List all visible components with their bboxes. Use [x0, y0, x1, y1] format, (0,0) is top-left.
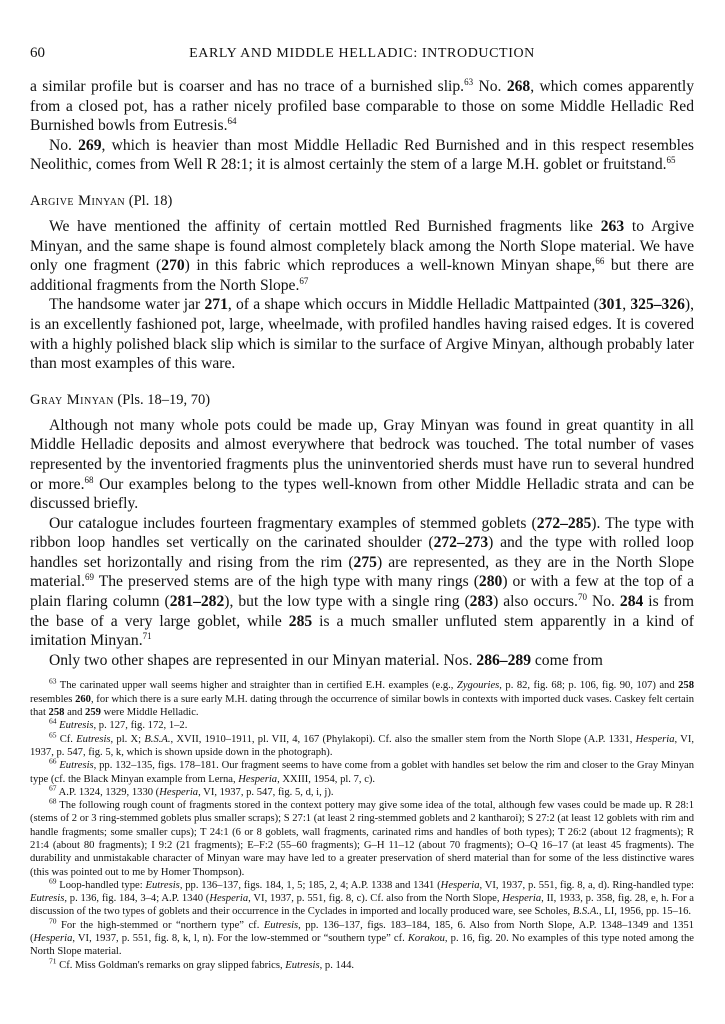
footnote-68: $^{68}$ The following rough count of fragments stored in the context pottery may give some idea of the total, although few vases could be made up. R 28:1 (stems of 2 or 3 ring-stemmed goblets plus smaller scraps); S 27:1 (at least 2 ring-stemmed goblets and 2 kantharoi); S 27:2 (at least 12 goblets with rim and handle fragments; some smaller cups); T 24:1 (6 or 8 goblets, wall fragments, carinated rims and handles of both types); T 26:2 (about 12 fragments); R 21:4 (about 80 fragments); I 9:2 (21 fragments); E–F:2 (55–60 fragments); G–H 11–12 (about 70 fragments); O–Q 16–17 (at least 45 fragments). The durability and unmistakable character of Minyan ware may have led to a greater preservation of sherd material than for some of the less distinctive wares (this was pointed out to me by Homer Thompson). [30, 796, 694, 878]
paragraph: Only two other shapes are represented in our Minyan material. Nos. 286–289 come from [49, 651, 603, 669]
page-number: 60 [30, 45, 45, 61]
section-heading-plates: (Pl. 18) [125, 192, 173, 209]
footnote-69: $^{69}$ Loop-handled type: Eutresis, pp. 136–137, figs. 184, 1, 5; 185, 2, 4; A.P. 1338 and 1341 (Hesperia, VI, 1937, p. 551, fig. 8, a, d). Ring-handled type: Eutresis, p. 136, fig. 184, 3–4; A.P. 1340 (Hesperia, VI, 1937, p. 551, fig. 8, c). Cf. also from the North Slope, Hesperia, II, 1933, p. 358, fig. 28, e, h. For a discussion of the two types of goblets and their occurrence in the Cyclades in imported and locally produced ware, see Scholes, B.S.A., LI, 1956, pp. 15–16. [30, 876, 695, 918]
body-text [30, 77, 694, 670]
footnotes [30, 676, 695, 972]
footnote-70: $^{70}$ For the high-stemmed or “northern type” cf. Eutresis, pp. 136–137, figs. 183–184, 185, 6. Also from North Slope, A.P. 1348–1349 and 1351 (Hesperia, VI, 1937, p. 551, fig. 8, k, l, n). For the low-stemmed or “southern type” cf. Korakou, p. 16, fig. 20. No examples of this type noted among the North Slope material. [30, 916, 694, 958]
footnote-63: $^{63}$ The carinated upper wall seems higher and straighter than in certified E.H. examples (e.g., Zygouries, p. 82, fig. 68; p. 106, fig. 90, 107) and 258 resembles 260, for which there is a sure early M.H. dating through the occurrence of similar bowls in contexts with imported duck vases. Caskey felt certain that 258 and 259 were Middle Helladic. [30, 676, 694, 719]
paragraph: No. 269, which is heavier than most Middle Helladic Red Burnished and in this respect resembles Neolithic, comes from Well R 28:1; it is almost certainly the stem of a large M.H. goblet or fruitstand.$^{65}$ [30, 136, 695, 174]
footnote-67: $^{67}$ A.P. 1324, 1329, 1330 (Hesperia, VI, 1937, p. 547, fig. 5, d, i, j). [49, 783, 334, 798]
section-heading-argive-minyan [30, 191, 694, 211]
paragraph: The handsome water jar 271, of a shape which occurs in Middle Helladic Mattpainted (301, 325–326), is an excellently fashioned pot, large, wheelmade, with profiled handles having raised edges. It is covered with a highly polished black slip which is similar to the surface of Argive Minyan, although probably later than most examples of this ware. [30, 296, 695, 373]
footnote-65: $^{65}$ Cf. Eutresis, pl. X; B.S.A., XVII, 1910–1911, pl. VII, 4, 167 (Phylakopi). Cf. also the smaller stem from the North Slope (A.P. 1331, Hesperia, VI, 1937, p. 547, fig. 5, k, which is shown upside down in the photograph). [30, 730, 695, 758]
running-title: EARLY AND MIDDLE HELLADIC: INTRODUCTION [189, 46, 535, 61]
page [30, 45, 694, 972]
section-heading-label: Gray Minyan [30, 391, 114, 408]
section-heading-gray-minyan [30, 390, 694, 410]
paragraph: Although not many whole pots could be made up, Gray Minyan was found in great quantity in all Middle Helladic deposits and almost everywhere that bedrock was touched. The total number of vases represented by the inventoried fragments plus the uninventoried sherds must have run to several hundred or more.$^{68}$ Our examples belong to the types well-known from other Middle Helladic strata and can be discussed briefly. [30, 416, 695, 513]
footnote-71: $^{71}$ Cf. Miss Goldman's remarks on gray slipped fabrics, Eutresis, p. 144. [49, 956, 355, 971]
paragraph: Our catalogue includes fourteen fragmentary examples of stemmed goblets (272–285). The type with ribbon loop handles set vertically on the carinated shoulder (272–273) and the type with rolled loop handles set horizontally and rising from the rim (275) are represented, as they are in the North Slope material.$^{69}$ The preserved stems are of the high type with many rings (280) or with a few at the top of a plain flaring column (281–282), but the low type with a single ring (283) also occurs.$^{70}$ No. 284 is from the base of a very large goblet, while 285 is a much smaller unfluted stem apparently in a kind of imitation Minyan.$^{71}$ [30, 514, 694, 650]
running-head [30, 45, 694, 67]
footnote-66: $^{66}$ Eutresis, pp. 132–135, figs. 178–181. Our fragment seems to have come from a goblet with handles set below the rim and closer to the Gray Minyan type (cf. the Black Minyan example from Lerna, Hesperia, XXIII, 1954, pl. 7, c). [30, 756, 694, 785]
section-heading-label: Argive Minyan [30, 192, 126, 209]
section-heading-plates: (Pls. 18–19, 70) [113, 391, 211, 408]
paragraph: We have mentioned the affinity of certain mottled Red Burnished fragments like 263 to Argive Minyan, and the same shape is found almost completely black among the North Slope material. We have only one fragment (270) in this fabric which reproduces a well-known Minyan shape,$^{66}$ but there are additional fragments from the North Slope.$^{67}$ [30, 217, 694, 294]
paragraph: a similar profile but is coarser and has no trace of a burnished slip.$^{63}$ No. 268, which comes apparently from a closed pot, has a rather nicely profiled base comparable to those on some Middle Helladic Red Burnished bowls from Eutresis.$^{64}$ [30, 76, 694, 135]
footnote-64: $^{64}$ Eutresis, p. 127, fig. 172, 1–2. [49, 716, 188, 732]
